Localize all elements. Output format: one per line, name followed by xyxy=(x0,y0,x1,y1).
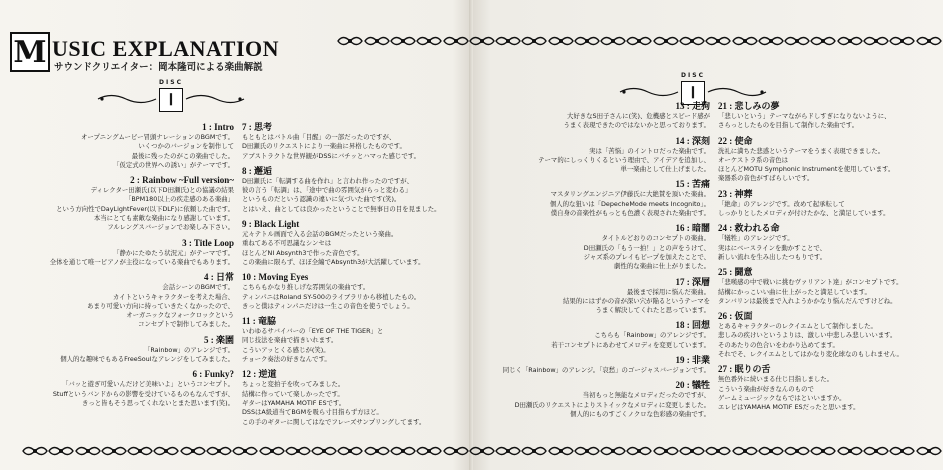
description-line: 同じ技法を楽曲で描きいれます。 xyxy=(242,336,338,345)
description-line: 単一楽曲として仕上げました。 xyxy=(620,165,710,174)
description-line: 重ねてある不可思議なシンセは xyxy=(242,239,332,248)
description-line: ディレクター田瀬氏(以下D田瀬氏)との協議の結果 xyxy=(90,186,234,195)
disc-number: Ⅰ xyxy=(681,81,705,105)
description-line: 結構に作っていて楽しかったです。 xyxy=(242,389,344,398)
track-entry xyxy=(718,135,940,184)
track-description xyxy=(6,186,234,232)
description-line: ゲームミュージックならではといいますか。 xyxy=(718,393,846,402)
ornament-icon xyxy=(495,34,521,48)
track-entry xyxy=(478,222,710,271)
track-entry xyxy=(242,368,470,426)
track-description xyxy=(6,380,234,408)
track-description xyxy=(718,112,940,131)
description-line: D田瀬氏のリクエストにより一楽曲に昇格したものです。 xyxy=(242,142,406,151)
ornament-icon xyxy=(548,444,574,458)
ornament-icon xyxy=(600,34,626,48)
ornament-icon xyxy=(679,34,705,48)
description-line: 個人的にものすごくノクロな色彩感の楽曲です。 xyxy=(570,409,710,418)
track-title: 14 : 深刻 xyxy=(675,135,710,146)
description-line: チョーク奏法の好きなんです。 xyxy=(242,355,331,364)
description-line: うまく解決してくれたと思っています。 xyxy=(595,306,710,315)
track-entry xyxy=(242,271,470,311)
disc-label: DISC xyxy=(159,79,183,86)
description-line: 洗礼に満ちた悲惑というテーマをうまく表現できました。 xyxy=(718,146,885,155)
ornament-icon xyxy=(732,34,758,48)
ornament-icon xyxy=(416,34,442,48)
description-line: D田瀬氏のリクエストによりストイックなメロディに変更しました。 xyxy=(514,400,710,409)
track-title: 4 : 日常 xyxy=(204,272,234,283)
bottom-ornamental-border xyxy=(22,444,942,458)
track-title: 12 : 逆道 xyxy=(242,369,277,380)
description-line: 「Rainbow」のアレンジです。 xyxy=(143,345,234,354)
description-line: 「犠牲」のアレンジです。 xyxy=(718,234,794,243)
track-entry xyxy=(478,135,710,175)
track-title: 18 : 回想 xyxy=(675,320,710,331)
description-line: オーケストラ系の音色は xyxy=(718,155,789,164)
track-entry xyxy=(718,310,940,359)
description-line: さらっとしたものを目指して制作した楽曲です。 xyxy=(718,121,859,130)
ornament-icon xyxy=(48,444,74,458)
ornament-icon xyxy=(626,34,652,48)
description-line: 会話シーンのBGMです。 xyxy=(162,283,234,292)
description-line: というものだという認識の違いに気づいた曲です(笑)。 xyxy=(242,195,401,204)
description-line: D田瀬氏に「転調する曲を作れ」と言われ作ったのですが、 xyxy=(242,176,414,185)
description-line: 劇性的な楽曲に仕上がりました。 xyxy=(614,262,710,271)
track-title: 13 : 走狗 xyxy=(675,101,710,111)
description-line: 同じく「Rainbow」のアレンジ。「哀愁」のゴージャスバージョンです。 xyxy=(502,366,710,375)
track-description xyxy=(242,283,470,311)
description-line: とあるキャラクターのレクイエムとして制作しました。 xyxy=(718,322,877,331)
description-line: 結果的にはずかの音が深い穴が陥るというテーマを xyxy=(563,296,710,305)
track-entry xyxy=(718,188,940,219)
description-line: 「絶命」のアレンジです。改めて起承転して xyxy=(718,199,845,208)
track-entry xyxy=(478,100,710,131)
description-line: 元々テトル画面で入る会話のBGMだったという楽曲。 xyxy=(242,230,398,239)
description-line: コンセプトで制作してみました。 xyxy=(138,320,234,329)
ornament-icon xyxy=(337,34,363,48)
description-line: 若干コンセプトにあわせてメロディを変更しています。 xyxy=(551,340,710,349)
description-line: オーガニックなフォークロックという xyxy=(126,311,234,320)
track-column-2 xyxy=(242,121,470,431)
ornament-icon xyxy=(180,444,206,458)
track-description xyxy=(478,112,710,131)
track-description xyxy=(718,375,940,412)
ornament-icon xyxy=(153,444,179,458)
track-title: 22 : 使命 xyxy=(718,135,753,146)
track-description xyxy=(242,380,470,426)
track-description xyxy=(478,147,710,175)
description-line: 「仮定式の世界への誘い」がテーマです。 xyxy=(113,160,234,169)
ornament-icon xyxy=(443,34,469,48)
ornament-icon xyxy=(784,34,810,48)
track-title: 21 : 悲しみの夢 xyxy=(718,101,780,111)
description-line: ほとんどMOTU Symphonic Instrumentを使用しています。 xyxy=(718,165,895,174)
ornament-icon xyxy=(679,444,705,458)
track-title: 2 : Rainbow ~Full version~ xyxy=(130,175,234,186)
ornament-icon xyxy=(206,444,232,458)
track-title: 25 : 闘意 xyxy=(718,267,753,278)
ornament-icon xyxy=(574,34,600,48)
ornament-icon xyxy=(469,444,495,458)
ornament-icon xyxy=(784,444,810,458)
track-description xyxy=(718,147,940,184)
track-entry xyxy=(478,319,710,350)
ornament-icon xyxy=(653,444,679,458)
description-line: カイトというキャラクターを考えた場合、 xyxy=(112,292,234,301)
description-line: 最後まで採用に悩んだ楽曲。 xyxy=(626,287,710,296)
description-line: 悲しみの疾けいというよりは、激しい中悲しみ悲しいいます。 xyxy=(718,331,897,340)
description-line: あまり可愛い方向に持っていきたくなかったので、 xyxy=(87,301,234,310)
ornament-icon xyxy=(521,444,547,458)
description-line: いわゆるサバイバーの「EYE OF THE TIGER」と xyxy=(242,327,384,336)
track-title: 1 : Intro xyxy=(202,122,234,132)
description-line: きっと僕はティンパニだけは一生この音色を使うでしょう。 xyxy=(242,301,414,310)
ornament-icon xyxy=(285,444,311,458)
description-line: とはいえ、曲としては良かったということで無事日の目を見ました。 xyxy=(242,204,441,213)
description-line: 実は「苦悩」のイントロだった楽曲です。 xyxy=(589,146,710,155)
track-description xyxy=(242,177,470,214)
ornament-icon xyxy=(259,444,285,458)
ornament-icon xyxy=(101,444,127,458)
track-description xyxy=(6,283,234,329)
track-title: 9 : Black Light xyxy=(242,219,300,230)
description-line: エレピはYAMAHA MOTIF ESだったと思います。 xyxy=(718,403,860,412)
description-line: ギターはYAMAHA MOTIF ESです。 xyxy=(242,398,346,407)
description-line: そのあたりの色合いをわかり込めてます。 xyxy=(718,340,839,349)
track-title: 15 : 苦痛 xyxy=(675,179,710,190)
ornament-icon xyxy=(889,34,915,48)
track-title: 23 : 神葬 xyxy=(718,188,753,199)
track-entry xyxy=(242,315,470,364)
ornament-icon xyxy=(364,444,390,458)
track-column-4 xyxy=(718,100,940,417)
ornament-icon xyxy=(311,444,337,458)
ornament-icon xyxy=(390,444,416,458)
description-line: 結構にかっこいい曲に仕上がったと満足しています。 xyxy=(718,287,871,296)
ornament-icon xyxy=(364,34,390,48)
disc-label: DISC xyxy=(681,72,705,79)
ornament-icon xyxy=(653,34,679,48)
description-line: アブストラクトな世界観がDSSにバチッとハマった感じです。 xyxy=(242,151,420,160)
description-line: ジャズ系のプレイもピープを加えたことで、 xyxy=(583,252,710,261)
description-line: タイトルどおりのコンセプトの楽曲。 xyxy=(601,234,710,243)
description-line: もともとはバトル曲「目醒」の一部だったのですが、 xyxy=(242,133,396,141)
track-description xyxy=(6,249,234,268)
track-entry xyxy=(718,266,940,306)
description-line: 「バッと遊ぎ可愛いんだけど美味いよ」というコンセプト。 xyxy=(62,380,234,389)
track-title: 8 : 邂逅 xyxy=(242,165,272,176)
description-line: マスタリングエンジニア伊藤氏に大絶賛を頂いた楽曲。 xyxy=(550,190,710,199)
track-title: 26 : 仮面 xyxy=(718,311,753,322)
ornament-icon xyxy=(732,444,758,458)
disc-number: Ⅰ xyxy=(159,88,183,112)
track-description xyxy=(478,366,710,375)
track-column-3 xyxy=(478,100,710,423)
track-entry xyxy=(242,218,470,267)
ornament-icon xyxy=(443,444,469,458)
description-line: 「BPM180以上の疾走感のある楽曲」 xyxy=(124,195,234,204)
track-description xyxy=(478,288,710,316)
ornament-icon xyxy=(810,444,836,458)
track-title: 11 : 竜脇 xyxy=(242,316,277,327)
ornament-icon xyxy=(705,34,731,48)
description-line: こちらもかなり推しげな雰囲気の楽曲です。 xyxy=(242,283,370,292)
ornament-icon xyxy=(390,34,416,48)
ornament-icon xyxy=(810,34,836,48)
track-title: 19 : 非業 xyxy=(675,355,710,366)
description-line: きっと皆もそう思ってくれないとまた思います(笑)。 xyxy=(82,398,234,407)
description-line: 実はにベースラインを動かすことで、 xyxy=(718,243,826,252)
description-line: 最後に残ったのがこの楽曲でした。 xyxy=(131,151,234,160)
description-line: オープニングムービー冒頭ナレーションのBGMです。 xyxy=(81,133,234,141)
description-line: 全体を通じて唯一ピアノが主役になっている楽曲でもあります。 xyxy=(49,257,234,266)
flourish-icon xyxy=(706,87,768,97)
ornament-icon xyxy=(916,34,942,48)
ornament-icon xyxy=(600,444,626,458)
heading-initial: M xyxy=(10,32,50,72)
ornament-icon xyxy=(232,444,258,458)
description-line: テーマ的にしっくりくるという理由で、アイデアを追加し、 xyxy=(538,155,710,164)
description-line: DSSはA級道当てBGMを吸ら寸目指らず方ほど。 xyxy=(242,408,383,417)
description-line: 僕自身の音楽性がもっとも色濃く表現された楽曲です。 xyxy=(550,209,710,218)
description-line: フルレングスバージョンでお楽しみ下さい。 xyxy=(107,223,234,232)
ornament-icon xyxy=(837,444,863,458)
track-description xyxy=(478,391,710,419)
description-line: この楽曲に限らず、ほぼ全編でAbsynth3が大活躍しています。 xyxy=(242,257,425,266)
track-entry xyxy=(478,178,710,218)
description-line: 新しい流れを生み出したつもりです。 xyxy=(718,252,827,261)
track-entry xyxy=(6,334,234,365)
track-entry xyxy=(718,363,940,412)
ornament-icon xyxy=(758,444,784,458)
track-title: 7 : 思考 xyxy=(242,122,272,132)
ornament-icon xyxy=(837,34,863,48)
track-description xyxy=(6,133,234,170)
description-line: 「静かにたゆたう状況元」がテーマです。 xyxy=(113,248,234,257)
ornament-icon xyxy=(758,34,784,48)
track-entry xyxy=(718,222,940,262)
ornament-icon xyxy=(863,444,889,458)
flourish-icon xyxy=(618,87,680,97)
ornament-icon xyxy=(626,444,652,458)
track-title: 20 : 犠牲 xyxy=(675,380,710,391)
ornament-icon xyxy=(863,34,889,48)
track-description xyxy=(718,200,940,219)
description-line: D田瀬氏の「もう一拍！」との声をうけて、 xyxy=(583,243,710,252)
description-line: 当初もっと無能なメロディだったのですが、 xyxy=(582,391,710,400)
ornament-icon xyxy=(416,444,442,458)
track-description xyxy=(242,133,470,161)
track-description xyxy=(242,327,470,364)
description-line: 個人的な狙いは「DepecheMode meets Incognito」。 xyxy=(549,199,710,208)
description-line: ティンパニはRoland SY-500のライブラリから移植したもの。 xyxy=(242,292,421,301)
track-entry xyxy=(242,165,470,214)
track-description xyxy=(478,190,710,218)
track-entry xyxy=(6,174,234,232)
flourish-icon xyxy=(184,94,246,104)
description-line: うまく表現できたのではないかと思っております。 xyxy=(563,121,710,130)
track-entry xyxy=(6,368,234,408)
description-line: 無色番外に続いまる仕じ目指しました。 xyxy=(718,375,834,384)
description-line: こういアッとくる感じが(笑)。 xyxy=(242,345,330,354)
description-line: それでそ、レクイエムとしてはかなり変化球なのもしれません。 xyxy=(718,350,903,359)
description-line: 「悲しいという」テーマながらドしすぎになりないように、 xyxy=(718,112,891,120)
track-title: 10 : Moving Eyes xyxy=(242,272,309,283)
ornament-icon xyxy=(495,444,521,458)
track-description xyxy=(478,331,710,350)
track-entry xyxy=(718,100,940,131)
track-description xyxy=(718,278,940,306)
ornament-icon xyxy=(75,444,101,458)
track-title: 17 : 深層 xyxy=(675,276,710,287)
ornament-icon xyxy=(521,34,547,48)
track-title: 6 : Funky? xyxy=(192,369,234,380)
track-entry xyxy=(6,271,234,329)
description-line: 彼の言う「転調」は、「途中で曲の雰囲気がらっと変わる」 xyxy=(242,186,412,195)
description-line: しっかりとしたメロディが付けたかな、と満足しています。 xyxy=(718,209,890,218)
track-description xyxy=(478,234,710,271)
description-line: こちらも「Rainbow」のアレンジです。 xyxy=(594,331,710,340)
ornament-icon xyxy=(22,444,48,458)
track-title: 27 : 眠りの舌 xyxy=(718,364,771,375)
description-line: いくつかのバージョンを制作して xyxy=(138,142,234,151)
description-line: この手のギターに関してはなでフレーズサンプリングしてます。 xyxy=(242,417,426,426)
description-line: 楽器系の音色がすばらしいです。 xyxy=(718,174,814,183)
description-line: ちょっと変拍子を吹ってみました。 xyxy=(242,380,345,389)
flourish-icon xyxy=(96,94,158,104)
description-line: こういう楽曲が好きなんのもので xyxy=(718,384,814,393)
track-description xyxy=(718,322,940,359)
ornament-icon xyxy=(337,444,363,458)
ornament-icon xyxy=(469,34,495,48)
description-line: 個人的な趣味でもあるFreeSoulなアレンジをしてみました。 xyxy=(60,355,234,364)
track-description xyxy=(6,346,234,365)
description-line: 大好きなS田子さんに(笑)、危機感とスピード感が xyxy=(567,112,710,120)
ornament-icon xyxy=(127,444,153,458)
ornament-icon xyxy=(548,34,574,48)
track-description xyxy=(242,230,470,267)
page-subtitle: サウンドクリエイター：岡本隆司による楽曲解説 xyxy=(54,62,263,73)
ornament-icon xyxy=(574,444,600,458)
page-title: USIC EXPLANATION xyxy=(52,36,280,61)
description-line: 本当にとても素敵な楽曲になり感謝しています。 xyxy=(93,214,234,223)
ornament-icon xyxy=(705,444,731,458)
ornament-icon xyxy=(916,444,942,458)
track-entry xyxy=(478,354,710,375)
track-entry xyxy=(242,121,470,161)
description-line: 「悲嘆感の中で戦いに挑むヴァリアント達」がコンセプトです。 xyxy=(718,278,903,287)
track-title: 24 : 救われる命 xyxy=(718,223,780,234)
track-column-1 xyxy=(6,121,234,412)
track-entry xyxy=(6,237,234,268)
ornament-icon xyxy=(889,444,915,458)
track-title: 16 : 暗闇 xyxy=(675,223,710,234)
track-description xyxy=(718,234,940,262)
track-title: 3 : Title Loop xyxy=(182,237,234,248)
description-line: という方向性でDayLightFever(以下DLF)に依頼した曲です。 xyxy=(56,204,234,213)
track-entry xyxy=(478,379,710,419)
description-line: ほとんどNI Absynth3で作った音色です。 xyxy=(242,248,364,257)
description-line: タンバリンは最後まで入れようかかなり悩んだんですけどね。 xyxy=(718,296,897,305)
track-title: 5 : 楽園 xyxy=(204,334,234,345)
track-entry xyxy=(6,121,234,170)
track-entry xyxy=(478,276,710,316)
description-line: Stuffというバンドからの影響を受けているものもなんですが、 xyxy=(52,389,234,398)
disc-emblem-left xyxy=(96,80,246,116)
